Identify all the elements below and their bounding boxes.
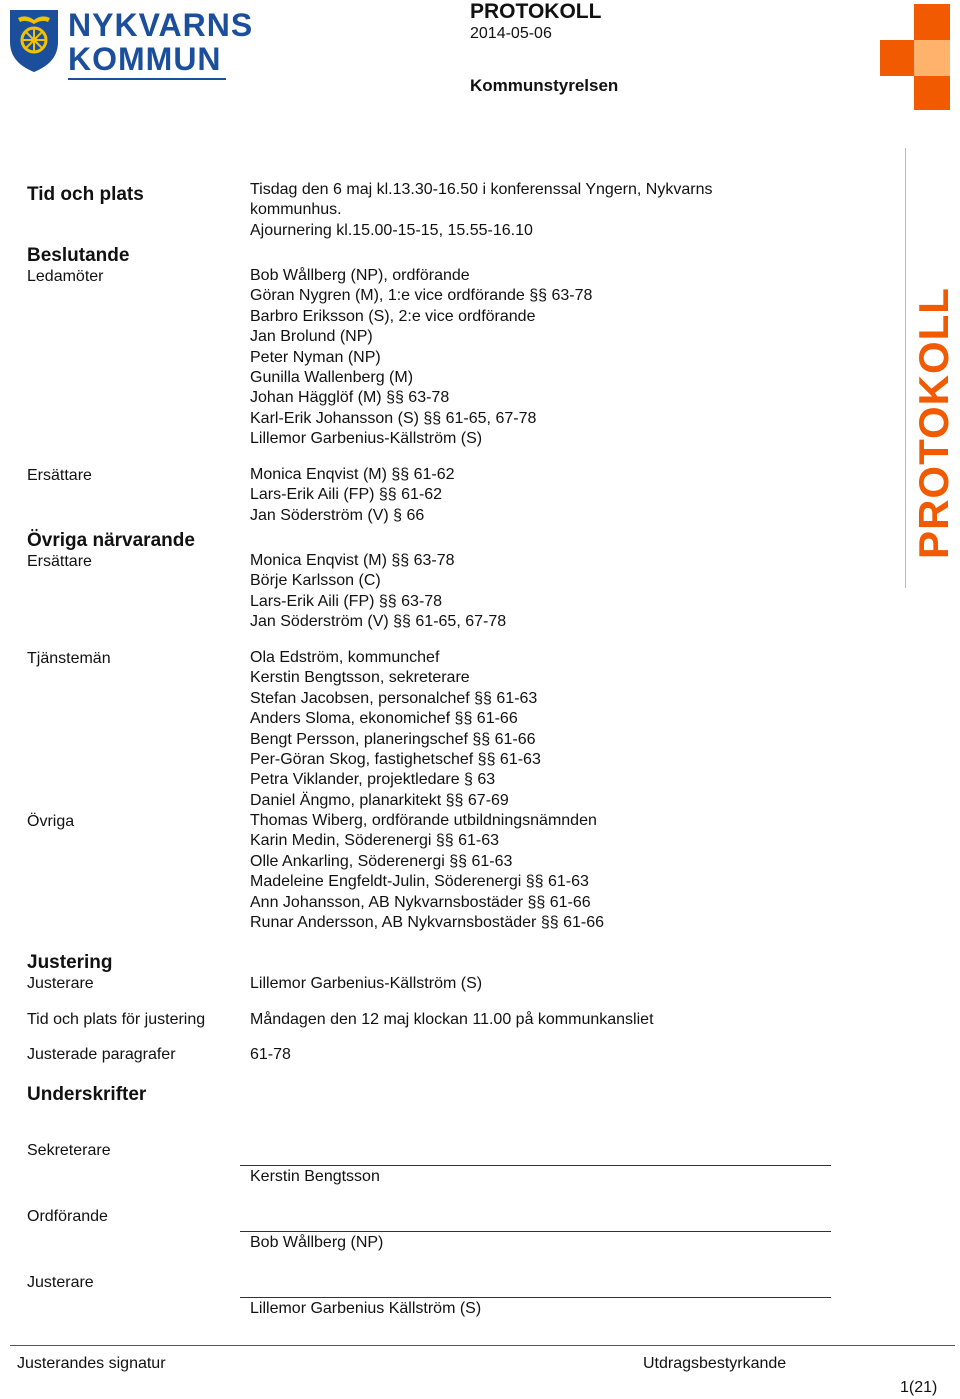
- list-item: Jan Söderström (V) § 66: [250, 506, 425, 524]
- text-line: Ajournering kl.15.00-15-15, 15.55-16.10: [250, 221, 533, 239]
- text-line: kommunhus.: [250, 201, 342, 219]
- committee-name: Kommunstyrelsen: [470, 76, 619, 95]
- list-item: Karin Medin, Söderenergi §§ 61-63: [250, 832, 500, 850]
- list-item: Madeleine Engfeldt-Julin, Söderenergi §§ 61-63: [250, 873, 589, 891]
- label-underskrifter: Underskrifter: [27, 1084, 147, 1105]
- list-item: Monica Enqvist (M) §§ 63-78: [250, 552, 455, 569]
- list-item: Anders Sloma, ekonomichef §§ 61-66: [250, 710, 518, 728]
- list-item: Peter Nyman (NP): [250, 348, 381, 366]
- list-item: Per-Göran Skog, fastighetschef §§ 61-63: [250, 751, 541, 768]
- signature-label-justerare: Justerare: [27, 1274, 94, 1291]
- list-item: Stefan Jacobsen, personalchef §§ 61-63: [250, 689, 538, 707]
- signature-name-sekreterare: Kerstin Bengtsson: [250, 1168, 380, 1185]
- signature-label-sekreterare: Sekreterare: [27, 1142, 111, 1159]
- text-line: Tisdag den 6 maj kl.13.30-16.50 i konferenssal Yngern, Nykvarns: [250, 181, 713, 198]
- list-item: Runar Andersson, AB Nykvarnsbostäder §§ 61-66: [250, 914, 604, 931]
- list-item: Lillemor Garbenius-Källström (S): [250, 430, 483, 448]
- label-tjansteman: Tjänstemän: [27, 650, 111, 667]
- list-item: Börje Karlsson (C): [250, 572, 381, 590]
- footer-utdragsbestyrkande: Utdragsbestyrkande: [643, 1355, 787, 1372]
- label-tid-plats-justering: Tid och plats för justering: [27, 1011, 206, 1028]
- page-number: 1(21): [900, 1379, 938, 1396]
- decorative-squares: [878, 0, 960, 112]
- label-ovriga-narvarande: Övriga närvarande: [27, 530, 195, 551]
- label-ersattare: Ersättare: [27, 467, 92, 484]
- footer-divider: [10, 1345, 955, 1346]
- logo-name-line1: NYKVARNS: [68, 7, 254, 43]
- justerare-value: Lillemor Garbenius-Källström (S): [250, 975, 483, 992]
- label-justerare: Justerare: [27, 975, 94, 992]
- signature-name-ordforande: Bob Wållberg (NP): [250, 1234, 384, 1251]
- list-item: Olle Ankarling, Söderenergi §§ 61-63: [250, 852, 513, 870]
- doc-date: 2014-05-06: [470, 25, 552, 42]
- list-item: Jan Söderström (V) §§ 61-65, 67-78: [250, 613, 507, 631]
- list-item: Jan Brolund (NP): [250, 328, 373, 346]
- label-justering: Justering: [27, 952, 113, 973]
- label-ersattare-2: Ersättare: [27, 553, 92, 570]
- list-item: Gunilla Wallenberg (M): [250, 369, 414, 386]
- side-protokoll-label: [905, 148, 960, 588]
- logo-underline: [68, 78, 226, 80]
- list-item: Bob Wållberg (NP), ordförande: [250, 267, 470, 284]
- label-beslutande: Beslutande: [27, 245, 130, 266]
- list-item: Monica Enqvist (M) §§ 61-62: [250, 466, 455, 483]
- justerade-paragrafer-value: 61-78: [250, 1046, 291, 1063]
- doc-type-title: PROTOKOLL: [470, 0, 602, 23]
- list-item: Barbro Eriksson (S), 2:e vice ordförande: [250, 307, 536, 325]
- footer-justerandes-signatur: Justerandes signatur: [17, 1355, 166, 1372]
- municipality-logo: [8, 6, 254, 80]
- list-item: Johan Hägglöf (M) §§ 63-78: [250, 389, 450, 407]
- label-justerade-paragrafer: Justerade paragrafer: [27, 1046, 176, 1063]
- list-item: Ann Johansson, AB Nykvarnsbostäder §§ 61-66: [250, 893, 591, 911]
- signature-label-ordforande: Ordförande: [27, 1208, 108, 1225]
- list-item: Thomas Wiberg, ordförande utbildningsnämnden: [250, 812, 597, 829]
- list-item: Kerstin Bengtsson, sekreterare: [250, 669, 470, 687]
- label-ovriga: Övriga: [27, 813, 75, 830]
- label-tid-och-plats: Tid och plats: [27, 184, 144, 205]
- list-item: Göran Nygren (M), 1:e vice ordförande §§ 63-78: [250, 287, 593, 305]
- logo-name-line2: KOMMUN: [68, 41, 222, 77]
- list-item: Lars-Erik Aili (FP) §§ 63-78: [250, 592, 443, 610]
- signature-line-sekreterare: [240, 1165, 831, 1166]
- list-item: Lars-Erik Aili (FP) §§ 61-62: [250, 486, 443, 504]
- list-item: Petra Viklander, projektledare § 63: [250, 771, 496, 789]
- list-item: Karl-Erik Johansson (S) §§ 61-65, 67-78: [250, 409, 537, 427]
- side-protokoll-text: PROTOKOLL: [910, 287, 957, 559]
- list-item: Daniel Ängmo, planarkitekt §§ 67-69: [250, 791, 509, 809]
- signature-name-justerare: Lillemor Garbenius Källström (S): [250, 1300, 482, 1317]
- tid-plats-justering-value: Måndagen den 12 maj klockan 11.00 på kommunkansliet: [250, 1011, 654, 1028]
- signature-line-justerare: [240, 1297, 831, 1298]
- label-ledamoter: Ledamöter: [27, 268, 104, 285]
- list-item: Ola Edström, kommunchef: [250, 649, 440, 666]
- coat-of-arms-icon: [8, 8, 60, 74]
- signature-line-ordforande: [240, 1231, 831, 1232]
- list-item: Bengt Persson, planeringschef §§ 61-66: [250, 730, 536, 748]
